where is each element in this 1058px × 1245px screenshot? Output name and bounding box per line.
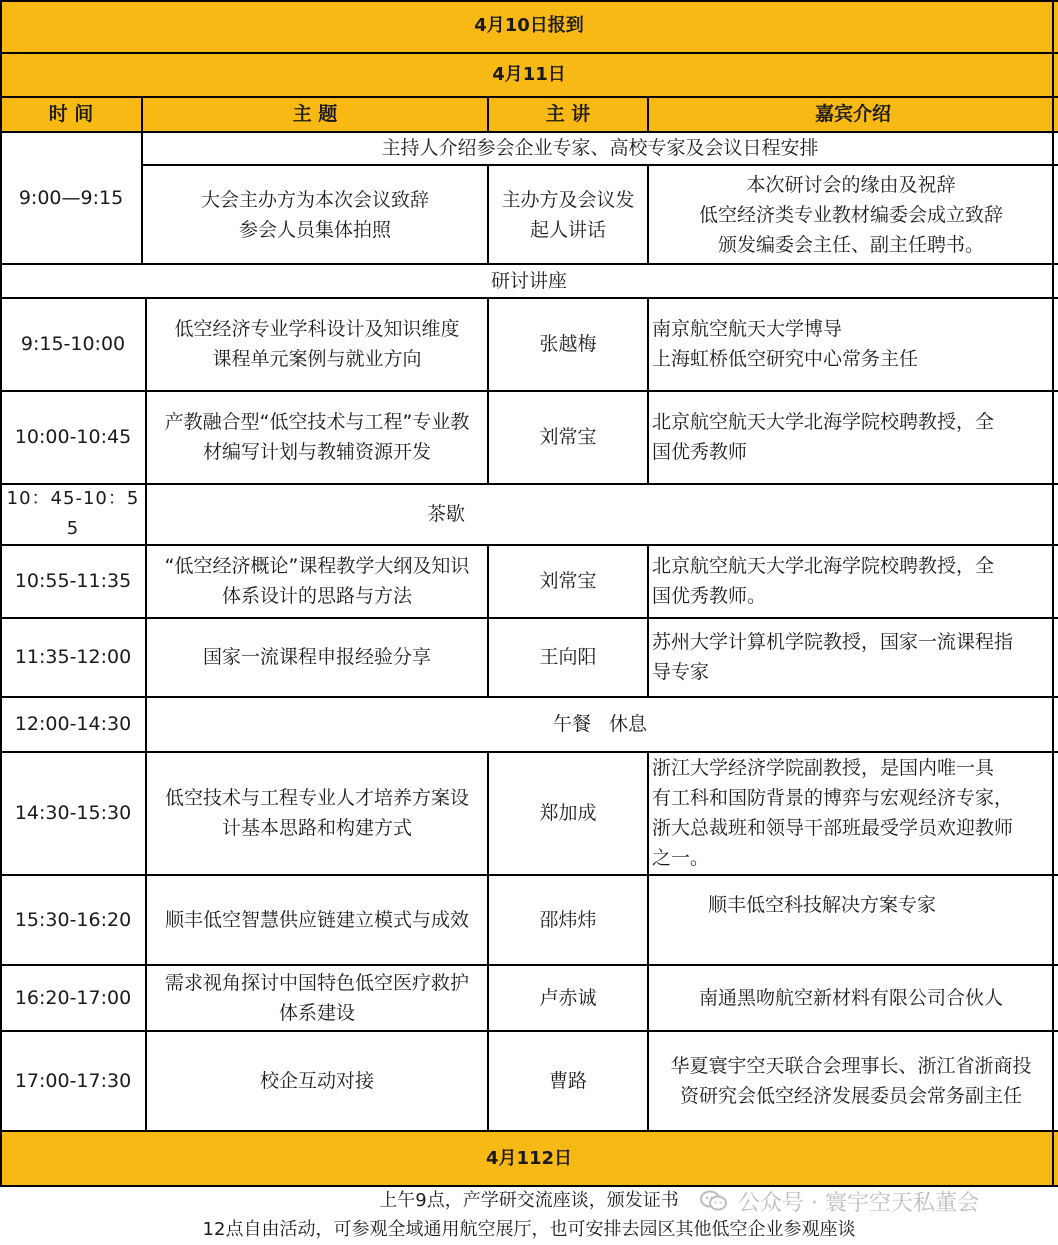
- speaker-cell: 卢赤诚: [539, 986, 597, 1009]
- speaker-cell: 曹路: [548, 1069, 587, 1092]
- time-cell: 15:30-16:20: [14, 908, 132, 931]
- time-cell: 10:55-11:35: [14, 570, 132, 592]
- time-cell: 10：45-10：5 5: [6, 488, 140, 539]
- topic-cell: 校企互动对接: [259, 1069, 374, 1092]
- break-label: 午餐 休息: [552, 713, 648, 735]
- guest-cell: 本次研讨会的缘由及祝辞 低空经济类专业教材编委会成立致辞 颁发编委会主任、副主任聘书。: [698, 173, 1003, 256]
- time-cell: 11:35-12:00: [14, 646, 132, 668]
- time-cell: 16:20-17:00: [14, 986, 132, 1009]
- topic-cell: 产教融合型“低空技术与工程”专业教 材编写计划与教辅资源开发: [164, 411, 470, 463]
- break-label: 茶歇: [426, 503, 465, 525]
- guest-cell: 华夏寰宇空天联合会理事长、浙江省浙商投 资研究会低空经济发展委员会常务副主任: [670, 1054, 1032, 1107]
- speaker-cell: 刘常宝: [539, 426, 597, 448]
- footer-line-1: 上午9点，产学研交流座谈，颁发证书: [379, 1190, 679, 1211]
- topic-cell: “低空经济概论”课程教学大纲及知识 体系设计的思路与方法: [164, 555, 470, 607]
- watermark: [700, 1186, 979, 1216]
- banner-day3: 4月112日: [485, 1148, 573, 1169]
- guest-cell: 北京航空航天大学北海学院校聘教授，全 国优秀教师: [652, 411, 995, 463]
- banner-day2: 4月11日: [492, 64, 566, 85]
- time-cell: 14:30-15:30: [14, 802, 132, 824]
- section-title: 研讨讲座: [490, 269, 567, 292]
- header-time: 时 间: [48, 103, 94, 125]
- guest-cell: 浙江大学经济学院副教授，是国内唯一具 有工科和国防背景的博弈与宏观经济专家， 浙大总裁班和领导干部班最受学员欢迎教师 之一。: [652, 757, 1014, 869]
- topic-cell: 国家一流课程申报经验分享: [202, 646, 431, 668]
- rule: [647, 96, 649, 132]
- watermark-text: 公众号 · 寰宇空天私董会: [738, 1190, 979, 1216]
- speaker-cell: 主办方及会议发 起人讲话: [501, 188, 635, 241]
- topic-cell: 低空经济专业学科设计及知识维度 课程单元案例与就业方向: [174, 318, 460, 370]
- time-cell: 12:00-14:30: [14, 713, 132, 735]
- time-cell: 9:00—9:15: [18, 187, 124, 209]
- header-speaker: 主 讲: [545, 103, 591, 125]
- speaker-cell: 张越梅: [539, 333, 597, 355]
- guest-cell: 顺丰低空科技解决方案专家: [707, 894, 936, 916]
- topic-cell: 大会主办方为本次会议致辞 参会人员集体拍照: [200, 188, 429, 241]
- time-cell: 9:15-10:00: [20, 333, 126, 355]
- rule: [487, 96, 489, 132]
- speaker-cell: 刘常宝: [539, 570, 597, 592]
- rule: [0, 1130, 1058, 1132]
- rule: [0, 0, 1058, 2]
- host-intro: 主持人介绍参会企业专家、高校专家及会议日程安排: [381, 137, 819, 159]
- guest-cell: 南通黑吻航空新材料有限公司合伙人: [698, 986, 1003, 1009]
- speaker-cell: 邵炜炜: [539, 908, 597, 931]
- banner-registration: 4月10日报到: [474, 15, 584, 36]
- guest-cell: 北京航空航天大学北海学院校聘教授，全 国优秀教师。: [652, 555, 995, 607]
- guest-cell: 南京航空航天大学博导 上海虹桥低空研究中心常务主任: [652, 318, 919, 370]
- topic-cell: 顺丰低空智慧供应链建立模式与成效: [164, 908, 469, 931]
- speaker-cell: 郑加成: [539, 802, 597, 824]
- time-cell: 17:00-17:30: [14, 1069, 132, 1092]
- rule: [0, 96, 1058, 98]
- guest-cell: 苏州大学计算机学院教授，国家一流课程指 导专家: [652, 631, 1014, 683]
- speaker-cell: 王向阳: [539, 646, 597, 668]
- time-cell: 10:00-10:45: [14, 426, 132, 448]
- wechat-icon: [700, 1190, 728, 1212]
- rule: [0, 52, 1058, 54]
- topic-cell: 低空技术与工程专业人才培养方案设 计基本思路和构建方式: [164, 787, 469, 839]
- topic-cell: 需求视角探讨中国特色低空医疗救护 体系建设: [164, 971, 469, 1024]
- header-topic: 主 题: [292, 103, 338, 125]
- header-guest: 嘉宾介绍: [814, 103, 891, 125]
- footer-line-2: 12点自由活动，可参观全域通用航空展厅，也可安排去园区其他低空企业参观座谈: [202, 1219, 856, 1240]
